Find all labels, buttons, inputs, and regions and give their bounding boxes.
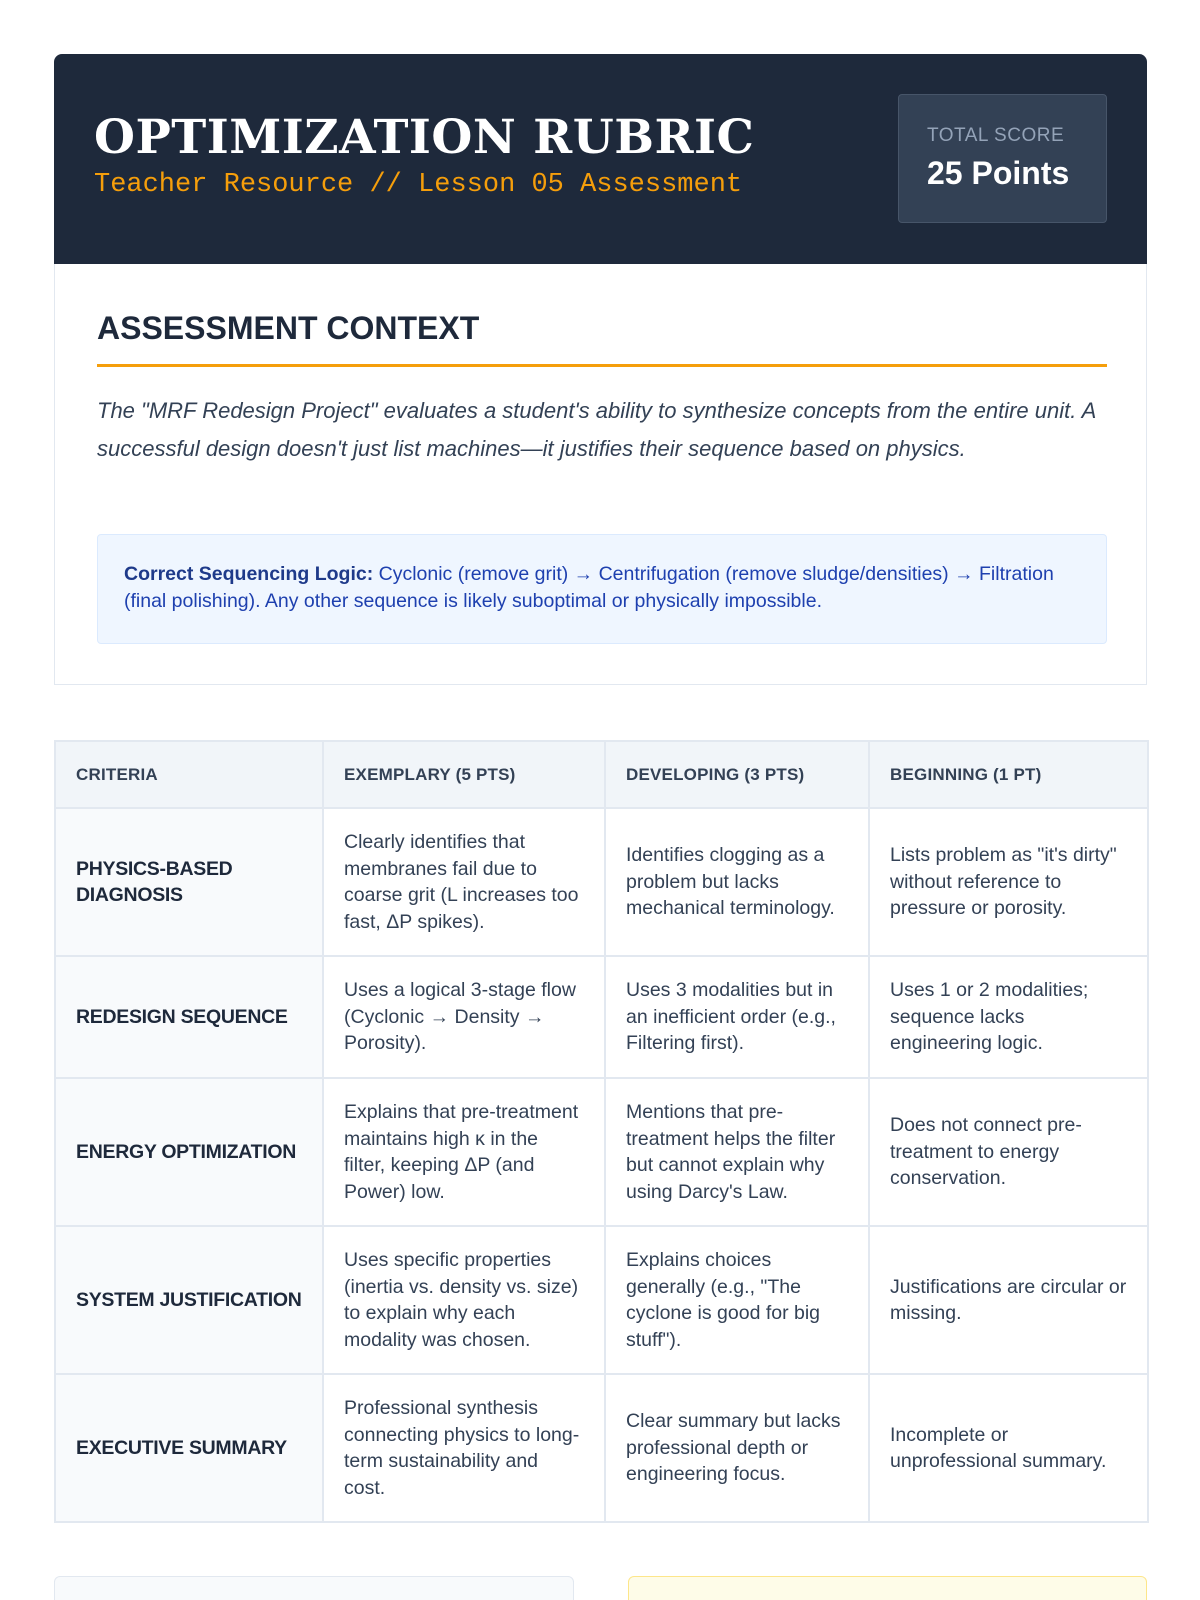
developing-cell: Explains choices generally (e.g., "The cyclone is good for big stuff"). <box>605 1226 869 1374</box>
beginning-cell: Uses 1 or 2 modalities; sequence lacks engineering logic. <box>869 956 1148 1078</box>
exemplary-cell: Professional synthesis connecting physics to long-term sustainability and cost. <box>323 1374 605 1522</box>
exemplary-cell: Clearly identifies that membranes fail due to coarse grit (L increases too fast, ΔP spikes). <box>323 808 605 956</box>
heading-divider <box>97 364 1107 367</box>
criteria-cell: PHYSICS-BASED DIAGNOSIS <box>55 808 323 956</box>
page-subtitle: Teacher Resource // Lesson 05 Assessment <box>94 170 743 200</box>
table-row <box>55 956 1148 1078</box>
table-row <box>55 1226 1148 1374</box>
total-score-label: TOTAL SCORE <box>927 125 1065 146</box>
context-description: The "MRF Redesign Project" evaluates a student's ability to synthesize concepts from the entire unit. A successful design doesn't just list machines—it justifies their sequence based on physics. <box>97 398 1096 461</box>
table-row <box>55 1374 1148 1522</box>
context-heading: ASSESSMENT CONTEXT <box>97 310 480 346</box>
page-title: OPTIMIZATION RUBRIC <box>94 110 755 165</box>
table-header-row <box>55 741 1148 808</box>
rubric-table <box>54 740 1149 1523</box>
logic-label: Correct Sequencing Logic: <box>124 563 374 585</box>
header-exemplary: EXEMPLARY (5 PTS) <box>323 741 605 808</box>
exemplary-cell: Explains that pre-treatment maintains high κ in the filter, keeping ΔP (and Power) low. <box>323 1078 605 1226</box>
header-beginning: BEGINNING (1 PT) <box>869 741 1148 808</box>
sequencing-logic-callout <box>97 534 1107 644</box>
assessment-context-section <box>54 264 1147 685</box>
exemplary-cell: Uses a logical 3-stage flow (Cyclonic → Density → Porosity). <box>323 956 605 1078</box>
beginning-cell: Does not connect pre-treatment to energy conservation. <box>869 1078 1148 1226</box>
total-score-value: 25 Points <box>927 155 1070 191</box>
developing-cell: Identifies clogging as a problem but lacks mechanical terminology. <box>605 808 869 956</box>
criteria-cell: REDESIGN SEQUENCE <box>55 956 323 1078</box>
beginning-cell: Justifications are circular or missing. <box>869 1226 1148 1374</box>
criteria-cell: SYSTEM JUSTIFICATION <box>55 1226 323 1374</box>
exemplary-cell: Uses specific properties (inertia vs. density vs. size) to explain why each modality was chosen. <box>323 1226 605 1374</box>
header-banner <box>54 54 1147 264</box>
header-criteria: CRITERIA <box>55 741 323 808</box>
developing-cell: Uses 3 modalities but in an inefficient order (e.g., Filtering first). <box>605 956 869 1078</box>
table-row <box>55 1078 1148 1226</box>
developing-cell: Mentions that pre-treatment helps the filter but cannot explain why using Darcy's Law. <box>605 1078 869 1226</box>
beginning-cell: Incomplete or unprofessional summary. <box>869 1374 1148 1522</box>
criteria-cell: EXECUTIVE SUMMARY <box>55 1374 323 1522</box>
total-score-box <box>898 94 1107 223</box>
logic-text: Cyclonic (remove grit) → Centrifugation (remove sludge/densities) → Filtration (final polishing). Any other sequence is likely suboptimal or physically impossible. <box>124 563 1054 612</box>
table-row <box>55 808 1148 956</box>
notes-panel <box>54 1576 574 1600</box>
tip-panel <box>628 1576 1147 1600</box>
header-developing: DEVELOPING (3 PTS) <box>605 741 869 808</box>
beginning-cell: Lists problem as "it's dirty" without reference to pressure or porosity. <box>869 808 1148 956</box>
developing-cell: Clear summary but lacks professional depth or engineering focus. <box>605 1374 869 1522</box>
criteria-cell: ENERGY OPTIMIZATION <box>55 1078 323 1226</box>
